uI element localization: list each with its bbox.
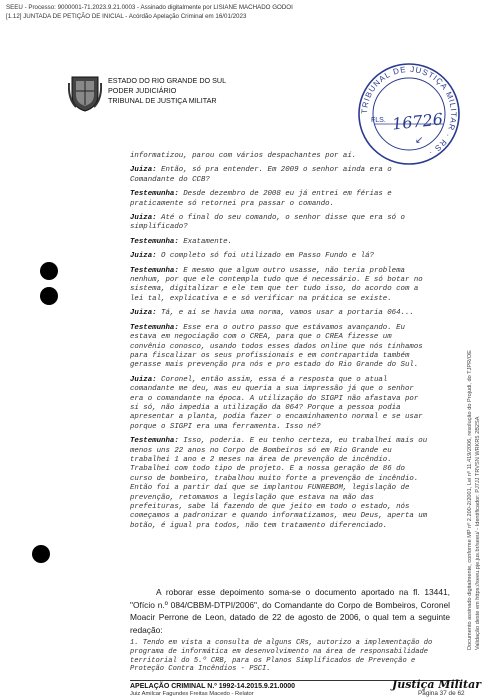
dialogue-line — [130, 267, 430, 305]
dialogue-text: O completo só foi utilizado em Passo Fundo e lá? — [156, 252, 374, 261]
institution-state: ESTADO DO RIO GRANDE DO SUL — [108, 76, 227, 85]
institution-block — [108, 76, 226, 106]
dialogue-text: informatizou, parou com vários despachantes por aí. — [130, 152, 357, 160]
dialogue-speaker: Juiza: — [130, 214, 157, 223]
footer-process-number: APELAÇÃO CRIMINAL N.º 1992-14.2015.9.21.0000 — [130, 683, 296, 690]
dialogue-line — [130, 376, 430, 432]
quoted-document: 1. Tendo em vista a consulta de alguns CRs, autorizo a implementação do programa de informática em desenvolvimento na área de responsabilidade territorial do 5.º CRB, para os Planos Simplificados de Prevenção e Proteção Contra Incêndios - PSCI. — [130, 639, 433, 674]
dialogue-speaker: Testemunha: — [130, 266, 179, 275]
punch-hole — [40, 262, 58, 280]
dialogue-line — [130, 190, 430, 209]
dialogue-text: Isso, poderia. E eu tenho certeza, eu trabalhei mais ou menos uns 22 anos no Corpo de Bombeiros só em Rio Grande eu trabalhei 1 ano e 2 meses na área de prevenção de incêndio. Trabalhei com todo tipo de projeto. E a nossa geração de 86 do curso de bombeiro, trabalhou muito forte a prevenção de incêndio. Então foi a partir daí que se implantou FUNREBOM, legislação de prevenção, retomamos a legislação que estava na mão das prefeituras, sabe lá fazendo de que jeito em todo o estado, nós começamos a padronizar e quando informatizamos, meu Deus, aperta um botão, é igual pra todos, não tem tratamento diferenciado. — [130, 437, 428, 530]
svg-text:TRIBUNAL DE JUSTIÇA MILITAR · — [360, 65, 458, 158]
stamp-ring-text: TRIBUNAL DE JUSTIÇA MILITAR · RS · — [359, 64, 459, 158]
stamp-signature: ↙ — [415, 135, 424, 146]
dialogue-text: Coronel, então assim, essa é a resposta que o atual comandante me deu, mas eu queria a sua impressão já que o senhor era o comandante na época. A utilização do SIGPI não afastava por si só, não impedia a utilização da 064? Porque a pessoa podia apresentar a planta, podia fazer o encaminhamento normal e se usar porque o SIGPI era uma ferramenta. Isso né? — [130, 375, 423, 431]
dialogue-line — [130, 166, 430, 185]
dialogue-line — [130, 214, 430, 233]
dialogue-text: Desde dezembro de 2008 eu já entrei em férias e praticamente só retornei pra passar o comando. — [130, 190, 392, 208]
dialogue-block — [130, 152, 430, 531]
footer-page-number: Página 37 de 62 — [418, 690, 465, 697]
stamp-fls-label: FLS. — [371, 117, 386, 124]
decision-paragraph — [130, 586, 450, 636]
dialogue-text: Exatamente. — [178, 237, 233, 246]
dialogue-text: Até o final do seu comando, o senhor disse que era só o simplificado? — [130, 214, 405, 232]
dialogue-speaker: Testemunha: — [130, 323, 179, 332]
dialogue-line — [130, 252, 430, 261]
seeu-process-header: SEEU - Processo: 9000001-71.2023.9.21.0003 - Assinado digitalmente por LISIANE MACHADO GODOI — [6, 4, 293, 11]
dialogue-line — [130, 152, 430, 161]
dialogue-text: Esse era o outro passo que estávamos avançando. Eu estava em negociação com o CREA, para que o CREA fizesse um convênio conosco, usando todos esses dados online que nós tínhamos para fiscalizar os seus profissionais e em contrapartida também gerasse mais prevenção pra nós e pro estado do Rio Grande do Sul. — [130, 323, 423, 370]
institution-court: TRIBUNAL DE JUSTIÇA MILITAR — [108, 96, 217, 105]
dialogue-speaker: Testemunha: — [130, 190, 179, 199]
punch-hole — [32, 545, 50, 563]
dialogue-text: Então, só pra entender. Em 2009 o senhor ainda era o Comandante do CCB? — [130, 166, 392, 184]
dialogue-line — [130, 324, 430, 371]
side-validation-note — [464, 60, 494, 660]
side-note-line-1: Documento assinado digitalmente, conforme MP nº 2.200-2/2001, Lei nº 11.419/2006, resolução do Projudi, do TJPR/OE — [467, 350, 473, 650]
dialogue-speaker: Juiza: — [130, 252, 157, 261]
dialogue-line — [130, 238, 430, 247]
dialogue-speaker: Juiza: — [130, 375, 157, 384]
justica-militar-logo: Justiça Militar — [392, 678, 482, 691]
stamp-page-number: 16726 — [391, 109, 444, 134]
juntada-header: [1.12] JUNTADA DE PETIÇÃO DE INICIAL - Acórdão Apelação Criminal em 16/01/2023 — [6, 13, 247, 20]
punch-hole — [40, 287, 58, 305]
dialogue-line — [130, 309, 430, 318]
dialogue-line — [130, 437, 430, 531]
dialogue-speaker: Juiza: — [130, 166, 157, 175]
side-note-line-2: Validação deste em https://seeu.pje.jus.br/seeu/ - Identificador: PJ7JJ TRVSN WRKR5 2B2SA — [475, 416, 481, 650]
decision-paragraph-text: A roborar esse depoimento soma-se o documento aportado na fl. 13441, "Ofício n.º 084/CBBM-DTPI/2006", do Comandante do Corpo de Bombeiros, Coronel Moacir Perrone de Leon, datado de 22 de agosto de 2006, o qual tem a seguinte redação: — [130, 587, 450, 635]
dialogue-speaker: Testemunha: — [130, 237, 179, 246]
dialogue-speaker: Testemunha: — [130, 437, 179, 446]
state-coat-of-arms-icon — [68, 73, 102, 113]
dialogue-speaker: Juiza: — [130, 309, 157, 318]
dialogue-text: E mesmo que algum outro usasse, não teria problema nenhum, por que ele contempla tudo que é necessário. E só botar no sistema, digitalizar e ele tem que ter tudo isso, do acordo com a lei tal, explicativa e e só verificar na prática se existe. — [130, 266, 423, 303]
dialogue-text: Tá, e aí se havia uma norma, vamos usar a portaria 064... — [156, 309, 414, 318]
footer-rapporteur: Juiz Amilcar Fagundes Freitas Macedo - Relator — [130, 691, 254, 697]
institution-power: PODER JUDICIÁRIO — [108, 86, 177, 95]
